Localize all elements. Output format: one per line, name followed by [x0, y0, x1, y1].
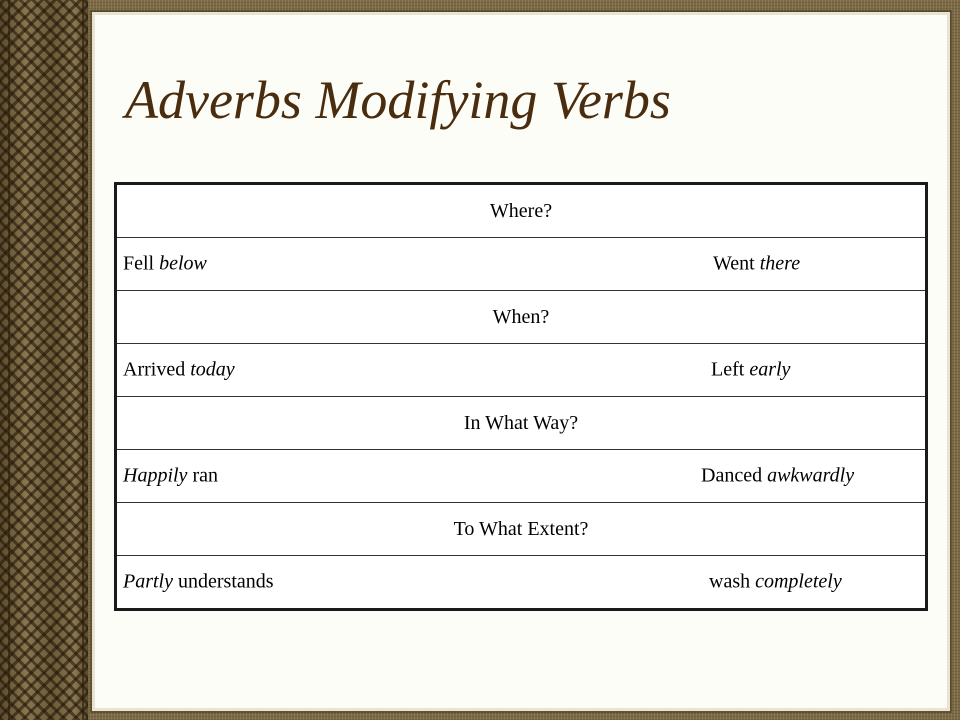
section-heading-in-what-way: In What Way?: [116, 397, 927, 450]
table-row: [116, 397, 927, 450]
table-row: [116, 238, 927, 291]
example-cell: [116, 556, 927, 610]
example-left: Fell below: [123, 252, 207, 275]
example-left: Happily ran: [123, 464, 218, 487]
table-row: [116, 291, 927, 344]
section-heading-to-what-extent: To What Extent?: [116, 503, 927, 556]
example-left: Arrived today: [123, 358, 235, 381]
example-cell: [116, 450, 927, 503]
table-row: [116, 503, 927, 556]
slide: [95, 15, 947, 708]
example-right: Danced awkwardly: [701, 464, 855, 487]
slide-title: Adverbs Modifying Verbs: [125, 70, 671, 130]
section-heading-when: When?: [116, 291, 927, 344]
decorative-border: [0, 0, 88, 720]
example-cell: [116, 238, 927, 291]
table-row: [116, 344, 927, 397]
table-row: [116, 184, 927, 238]
example-right: Went there: [713, 252, 801, 275]
example-cell: [116, 344, 927, 397]
table-row: [116, 556, 927, 610]
example-right: Left early: [711, 358, 791, 381]
table-row: [116, 450, 927, 503]
adverbs-table: [114, 182, 928, 611]
example-left: Partly understands: [123, 570, 274, 593]
section-heading-where: Where?: [489, 199, 553, 222]
example-right: wash completely: [709, 570, 842, 593]
